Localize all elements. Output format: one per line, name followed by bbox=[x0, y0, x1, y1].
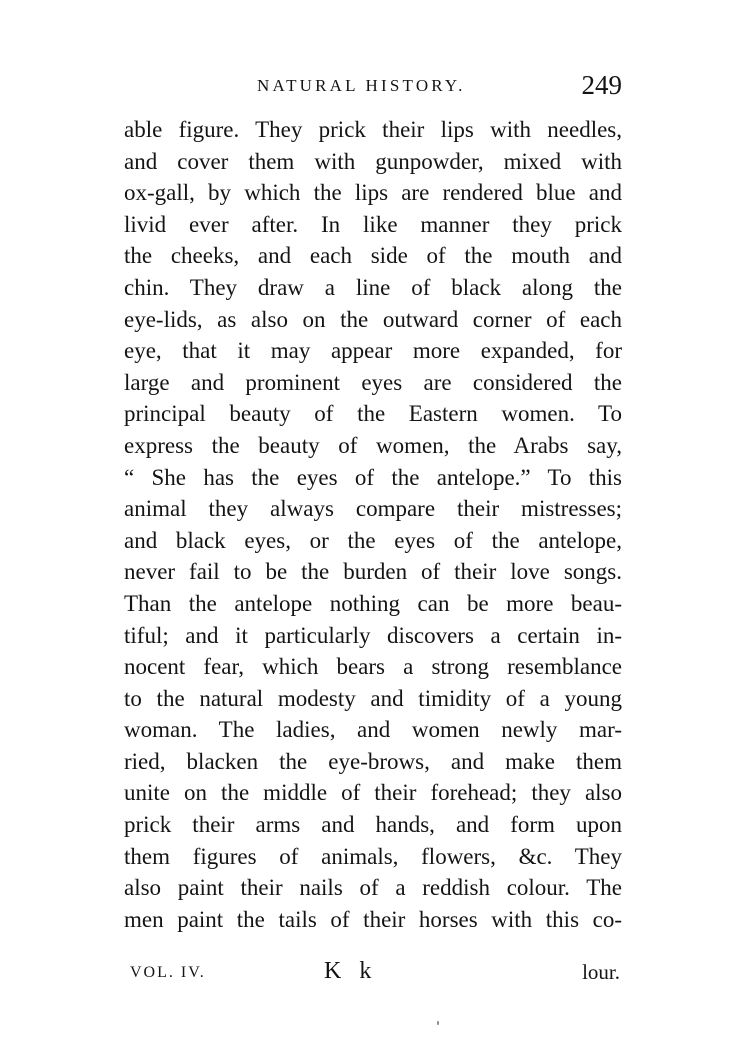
text-line: the cheeks, and each side of the mouth and bbox=[124, 243, 622, 269]
text-line: ox-gall, by which the lips are rendered blue and bbox=[124, 180, 622, 206]
text-line: ried, blacken the eye-brows, and make them bbox=[124, 748, 622, 774]
page-number: 249 bbox=[581, 70, 622, 100]
text-line: woman. The ladies, and women newly mar- bbox=[124, 717, 622, 743]
text-line: to the natural modesty and timidity of a young bbox=[124, 685, 622, 711]
running-head: NATURAL HISTORY. bbox=[257, 76, 466, 95]
text-line: nocent fear, which bears a strong resemblance bbox=[124, 654, 622, 680]
text-line: them figures of animals, flowers, &c. They bbox=[124, 843, 622, 869]
text-line: prick their arms and hands, and form upon bbox=[124, 812, 622, 838]
text-line: unite on the middle of their forehead; they also bbox=[124, 780, 622, 806]
text-line: chin. They draw a line of black along the bbox=[124, 274, 622, 300]
text-line: principal beauty of the Eastern women. To bbox=[124, 401, 622, 427]
text-line: never fail to be the burden of their love songs. bbox=[124, 559, 622, 585]
text-line: large and prominent eyes are considered the bbox=[124, 369, 622, 395]
text-line: tiful; and it particularly discovers a certain in- bbox=[124, 622, 622, 648]
volume-marker: VOL. IV. bbox=[130, 964, 206, 981]
text-line: eye-lids, as also on the outward corner of each bbox=[124, 306, 622, 332]
text-line: able figure. They prick their lips with needles, bbox=[124, 117, 622, 142]
page-footer bbox=[130, 958, 620, 992]
body-text bbox=[124, 114, 622, 935]
text-line: animal they always compare their mistresses; bbox=[124, 496, 622, 522]
text-line: “ She has the eyes of the antelope.” To this bbox=[124, 464, 622, 490]
text-line: and cover them with gunpowder, mixed with bbox=[124, 148, 622, 174]
print-speck bbox=[437, 1021, 439, 1025]
text-line: express the beauty of women, the Arabs say, bbox=[124, 432, 622, 458]
text-line: also paint their nails of a reddish colour. The bbox=[124, 875, 622, 901]
page-header bbox=[124, 70, 624, 102]
text-line: Than the antelope nothing can be more beau- bbox=[124, 590, 622, 616]
text-line: and black eyes, or the eyes of the antelope, bbox=[124, 527, 622, 553]
signature-mark: K k bbox=[324, 958, 378, 984]
text-line: livid ever after. In like manner they prick bbox=[124, 211, 622, 237]
text-line: men paint the tails of their horses with this co- bbox=[124, 906, 622, 932]
text-line: eye, that it may appear more expanded, for bbox=[124, 338, 622, 364]
catchword: lour. bbox=[582, 960, 620, 984]
